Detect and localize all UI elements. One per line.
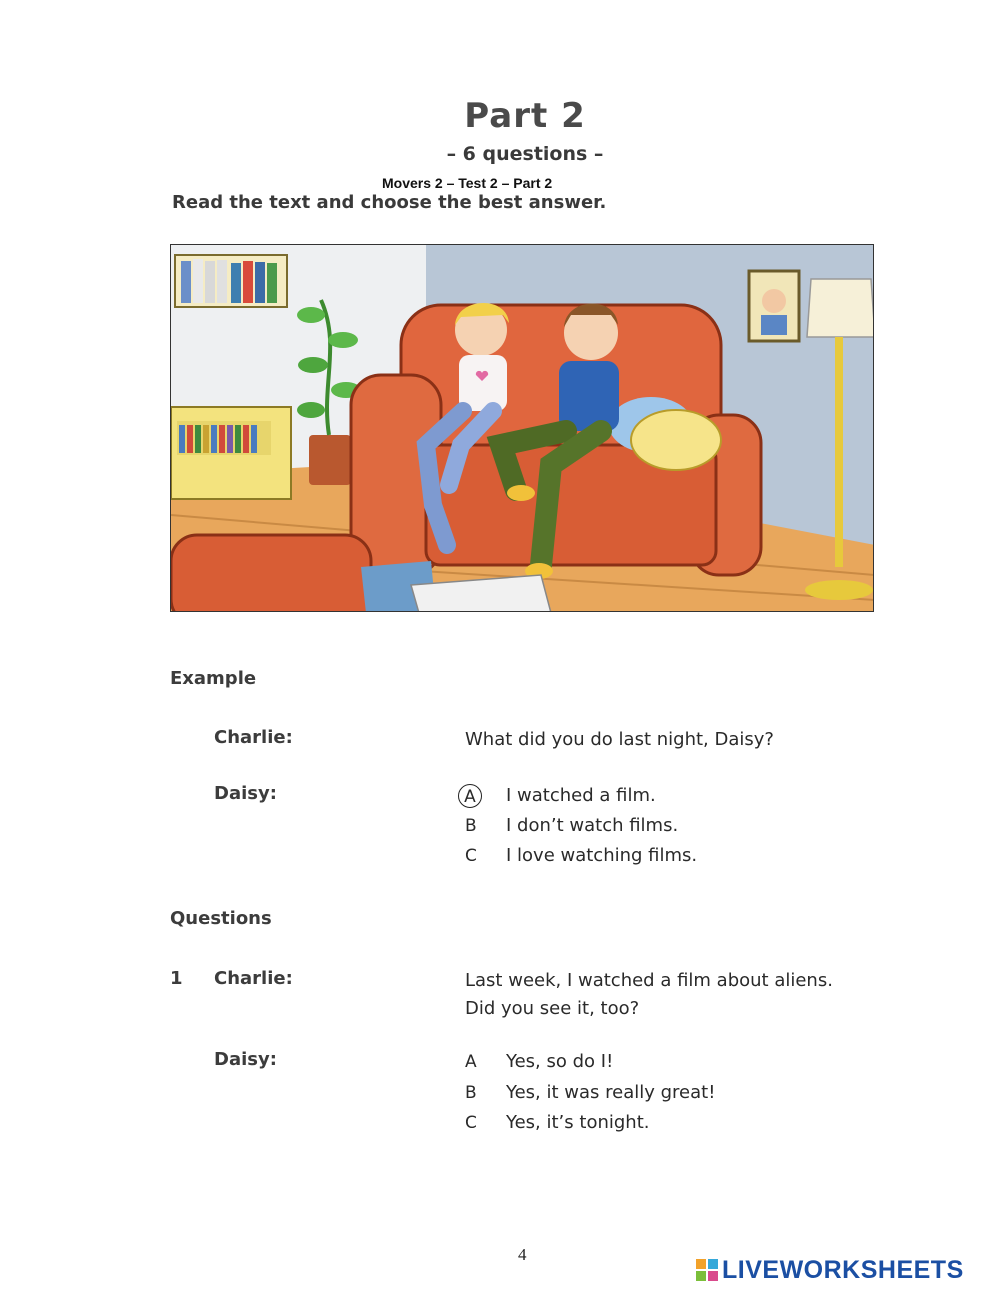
example-option-text-c: I love watching films. — [506, 845, 698, 866]
living-room-illustration — [170, 244, 874, 612]
liveworksheets-wordmark: LIVEWORKSHEETS — [722, 1255, 964, 1284]
q1-charlie-line-2: Did you see it, too? — [465, 998, 640, 1019]
example-speaker-daisy: Daisy: — [214, 783, 277, 804]
q1-speaker-daisy: Daisy: — [214, 1049, 277, 1070]
living-room-scene — [171, 245, 874, 612]
example-option-letter-b: B — [465, 816, 477, 836]
example-option-letter-a: A — [458, 784, 482, 808]
instruction-text: Read the text and choose the best answer. — [172, 192, 607, 213]
test-label: Movers 2 – Test 2 – Part 2 — [382, 175, 553, 191]
q1-charlie-line-1: Last week, I watched a film about aliens. — [465, 970, 833, 991]
example-option-text-b: I don’t watch films. — [506, 815, 679, 836]
q1-option-text-a[interactable]: Yes, so do I! — [506, 1051, 614, 1072]
q1-option-text-b[interactable]: Yes, it was really great! — [506, 1082, 716, 1103]
example-speaker-charlie: Charlie: — [214, 727, 293, 748]
q1-speaker-charlie: Charlie: — [214, 968, 293, 989]
liveworksheets-logo-icon — [696, 1259, 718, 1281]
liveworksheets-logo — [696, 1255, 964, 1285]
example-charlie-line: What did you do last night, Daisy? — [465, 729, 774, 750]
q1-option-letter-c[interactable]: C — [465, 1113, 477, 1133]
page-number: 4 — [518, 1245, 527, 1264]
questions-heading: Questions — [170, 908, 272, 929]
q1-option-letter-a[interactable]: A — [465, 1052, 477, 1072]
page-title: Part 2 — [464, 96, 586, 136]
q1-option-text-c[interactable]: Yes, it’s tonight. — [506, 1112, 650, 1133]
example-heading: Example — [170, 668, 257, 689]
example-option-letter-c: C — [465, 846, 477, 866]
question-number: 1 — [170, 968, 183, 989]
q1-option-letter-b[interactable]: B — [465, 1083, 477, 1103]
questions-count: – 6 questions – — [446, 143, 604, 165]
example-option-text-a: I watched a film. — [506, 785, 656, 806]
